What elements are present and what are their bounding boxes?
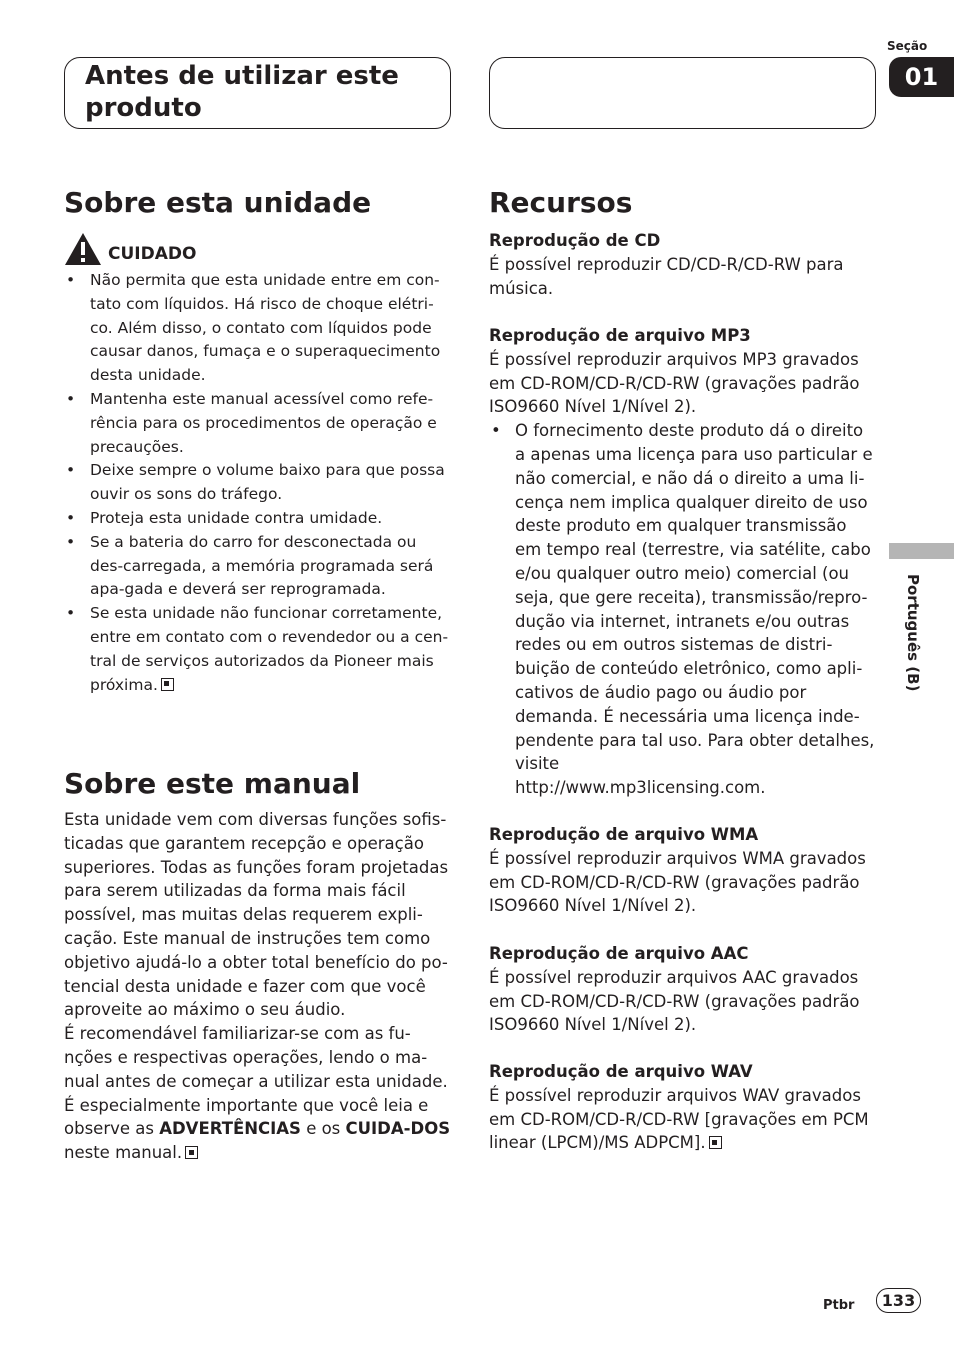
list-item: • O fornecimento deste produto dá o direito a apenas uma licença para uso particular e não comercial, e não dá o direito a uma li-cença nem implica qualquer direito de uso deste produto em qualquer transmissão em tempo real (terrestre, via satélite, cabo e/ou qualquer outro meio) comercial (ou seja, que gere receita), transmissão/repro-dução via internet, intranets e/ou outras redes ou em outros sistemas de distri-buição de conteúdo eletrônico, como apli-cativos de áudio pago ou áudio por demanda. É necessária uma licença inde-pendente para tal uso. Para obter detalhes, visite http://www.mp3licensing.com. (489, 419, 877, 800)
manual-paragraph-2: É recomendável familiarizar-se com as fu-nções e respectivas operações, lendo o ma-nual antes de começar a utilizar esta unidade. É especialmente importante que você leia e observe as ADVERTÊNCIAS e os CUIDA-DOS neste manual. (64, 1024, 451, 1163)
about-manual-title: Sobre este manual (64, 767, 361, 800)
language-label: Português (B) (904, 574, 922, 692)
feature-text: É possível reproduzir arquivos AAC gravados em CD-ROM/CD-R/CD-RW (gravações padrão ISO9660 Nível 1/Nível 2). (489, 967, 860, 1035)
manual-paragraph-1: Esta unidade vem com diversas funções sofis-ticadas que garantem recepção e operação superiores. Todas as funções foram projetadas para serem utilizadas da forma mais fácil possível, mas muitas delas requerem expli-cação. Este manual de instruções tem como objetivo ajudá-lo a obter total benefício do po-tencial desta unidade e fazer com que você aproveite ao máximo o seu áudio. (64, 810, 449, 1020)
feature-heading: Reprodução de arquivo MP3 (489, 326, 751, 345)
cautions-term: CUIDA-DOS (345, 1119, 451, 1139)
feature-text: É possível reproduzir CD/CD-R/CD-RW para música. (489, 254, 844, 298)
feature-wma (489, 823, 877, 918)
end-mark-icon (709, 1136, 722, 1149)
end-mark-icon (161, 678, 174, 691)
section-label: Seção (887, 39, 928, 53)
features-title: Recursos (489, 186, 633, 219)
language-tab-marker (889, 543, 954, 559)
feature-heading: Reprodução de arquivo WAV (489, 1062, 753, 1081)
footer-lang-code: Ptbr (823, 1298, 855, 1313)
warning-triangle-icon (64, 232, 102, 266)
caution-block (64, 232, 452, 697)
about-manual-body (64, 808, 452, 1165)
page-number: 133 (876, 1288, 921, 1313)
warnings-term: ADVERTÊNCIAS (159, 1119, 301, 1139)
feature-heading: Reprodução de CD (489, 231, 661, 250)
list-item: • Deixe sempre o volume baixo para que possa ouvir os sons do tráfego. (64, 459, 452, 507)
list-item: • Se esta unidade não funcionar corretamente, entre em contato com o revendedor ou a cen-tral de serviços autorizados da Pioneer mais próxima. (64, 602, 452, 697)
end-mark-icon (185, 1146, 198, 1159)
feature-text: É possível reproduzir arquivos WMA gravados em CD-ROM/CD-R/CD-RW (gravações padrão ISO9660 Nível 1/Nível 2). (489, 848, 866, 916)
caution-label: CUIDADO (108, 244, 197, 264)
feature-aac (489, 942, 877, 1037)
list-item: • Se a bateria do carro for desconectada ou des-carregada, a memória programada será apa-gada e deverá ser reprogramada. (64, 531, 452, 602)
feature-heading: Reprodução de arquivo WMA (489, 825, 759, 844)
section-number-badge: 01 (889, 57, 954, 97)
feature-heading: Reprodução de arquivo AAC (489, 944, 749, 963)
license-url: http://www.mp3licensing.com. (515, 778, 766, 798)
chapter-title: Antes de utilizar este produto (85, 61, 399, 123)
feature-text: É possível reproduzir arquivos MP3 gravados em CD-ROM/CD-R/CD-RW (gravações padrão ISO9660 Nível 1/Nível 2). (489, 349, 860, 417)
list-item: • Proteja esta unidade contra umidade. (64, 507, 452, 531)
mp3-license-list (489, 419, 877, 800)
header-title-box (64, 57, 451, 129)
about-unit-title: Sobre esta unidade (64, 186, 372, 219)
list-item: • Mantenha este manual acessível como refe-rência para os procedimentos de operação e precauções. (64, 388, 452, 459)
feature-text: É possível reproduzir arquivos WAV gravados em CD-ROM/CD-R/CD-RW [gravações em PCM linear (LPCM)/MS ADPCM]. (489, 1085, 869, 1153)
feature-wav (489, 1060, 877, 1155)
feature-cd (489, 229, 877, 300)
header-empty-box (489, 57, 876, 129)
feature-mp3 (489, 324, 877, 800)
list-item: • Não permita que esta unidade entre em con-tato com líquidos. Há risco de choque elétri-co. Além disso, o contato com líquidos pode causar danos, fumaça e o superaquecimento desta unidade. (64, 269, 452, 388)
caution-list (64, 269, 452, 697)
